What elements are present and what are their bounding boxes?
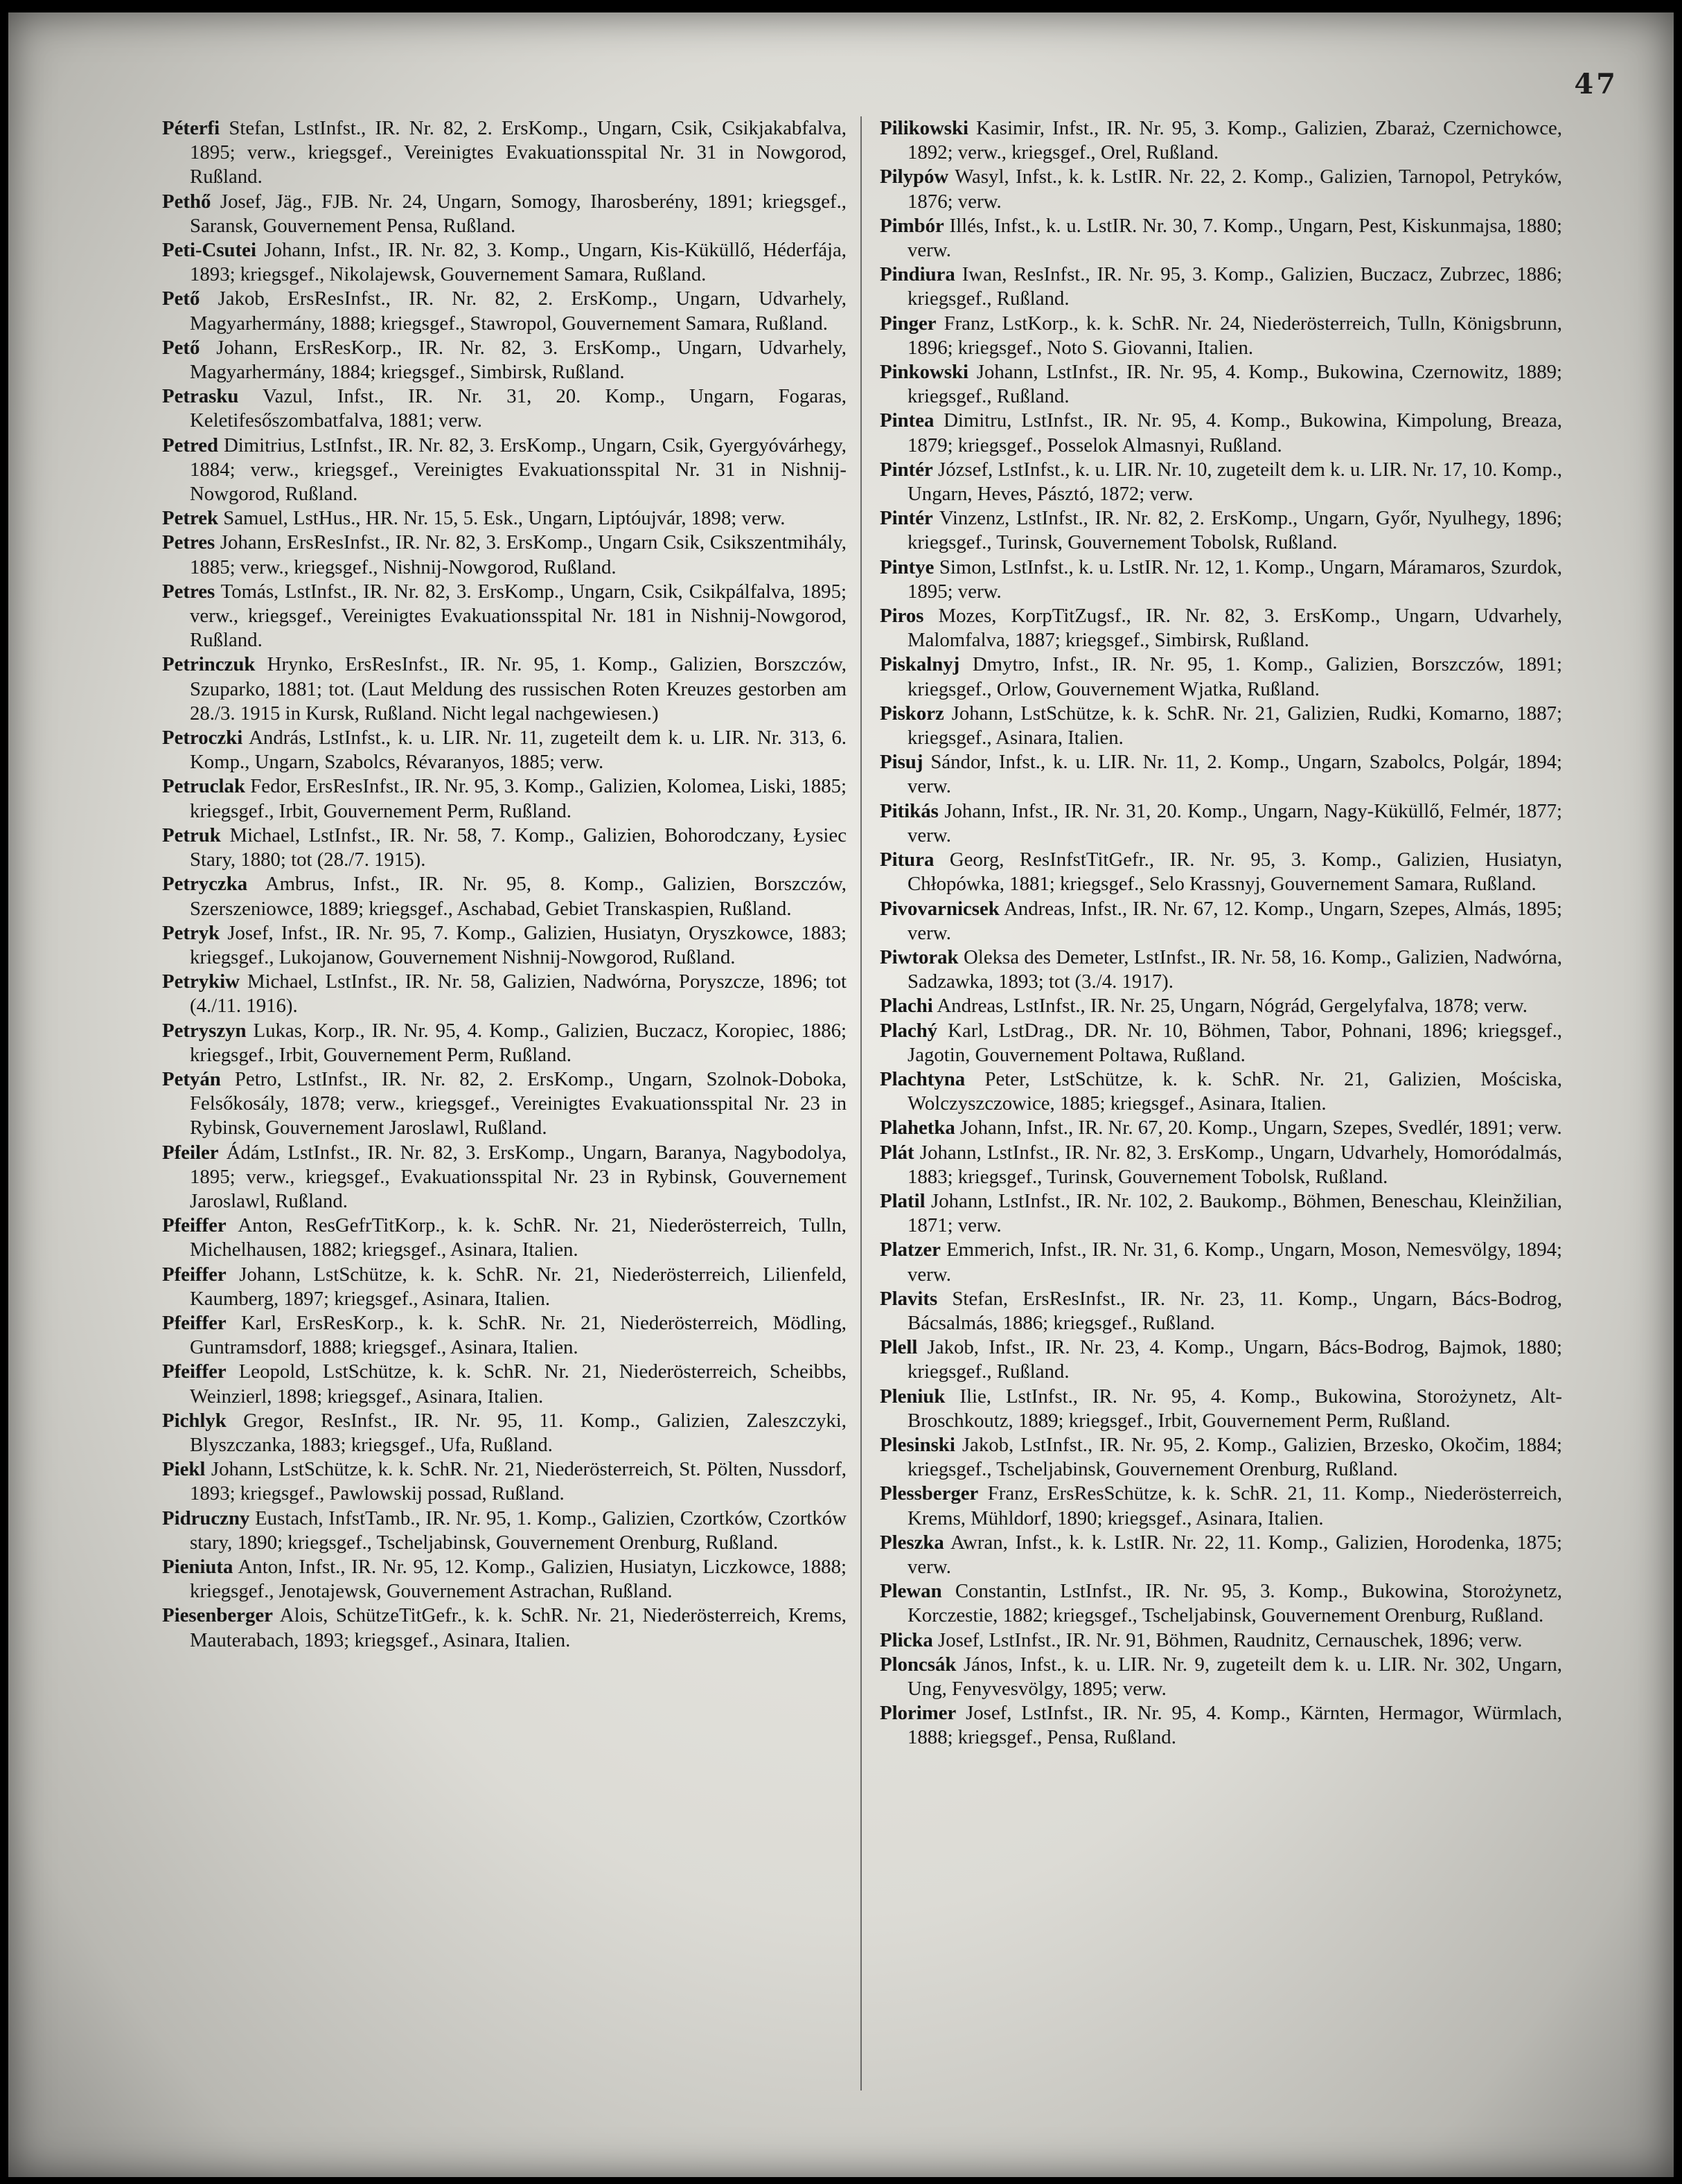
casualty-entry — [162, 1555, 847, 1604]
entry-details: Sándor, Infst., k. u. LIR. Nr. 11, 2. Komp., Ungarn, Szabolcs, Polgár, 1894; verw. — [908, 751, 1562, 798]
entry-details: Hrynko, ErsResInfst., IR. Nr. 95, 1. Komp., Galizien, Borszczów, Szuparko, 1881; tot. (Laut Meldung des russischen Roten Kreuzes gestorben am 28./3. 1915 in Kursk, Rußland. Nicht legal nachgewiesen.) — [190, 653, 847, 725]
entry-surname: Pitikás — [880, 799, 939, 822]
entry-details: Karl, ErsResKorp., k. k. SchR. Nr. 21, Niederösterreich, Mödling, Guntramsdorf, 1888; kriegsgef., Asinara, Italien. — [190, 1311, 847, 1359]
entry-details: Johann, LstSchütze, k. k. SchR. Nr. 21, Niederösterreich, Lilienfeld, Kaumberg, 1897; kriegsgef., Asinara, Italien. — [190, 1263, 847, 1310]
entry-surname: Petrykiw — [162, 970, 240, 993]
entry-surname: Piwtorak — [880, 945, 959, 968]
entry-surname: Petryczka — [162, 873, 248, 896]
casualty-entry — [880, 458, 1562, 506]
entry-surname: Pető — [162, 336, 200, 359]
casualty-entry — [162, 1507, 847, 1555]
entry-details: Johann, ErsResInfst., IR. Nr. 82, 3. ErsKomp., Ungarn Csik, Csikszentmihály, 1885; verw., kriegsgef., Nishnij-Nowgorod, Rußland. — [190, 531, 847, 578]
casualty-entry — [162, 970, 847, 1018]
entry-details: Leopold, LstSchütze, k. k. SchR. Nr. 21, Niederösterreich, Scheibbs, Weinzierl, 1898; kriegsgef., Asinara, Italien. — [190, 1360, 847, 1408]
casualty-entry — [880, 1141, 1562, 1189]
entry-details: Johann, LstSchütze, k. k. SchR. Nr. 21, Niederösterreich, St. Pölten, Nussdorf, 1893; kriegsgef., Pawlowskij possad, Rußland. — [190, 1458, 847, 1505]
entry-surname: Petrek — [162, 507, 219, 530]
entry-details: Michael, LstInfst., IR. Nr. 58, 7. Komp., Galizien, Bohorodczany, Łysiec Stary, 1880; tot (28./7. 1915). — [190, 824, 847, 871]
document-page — [8, 12, 1674, 2177]
entry-surname: Pivovarnicsek — [880, 897, 1000, 920]
casualty-entry — [880, 263, 1562, 311]
casualty-entry — [880, 1482, 1562, 1530]
entry-surname: Plell — [880, 1336, 918, 1359]
casualty-entry — [162, 774, 847, 823]
entry-surname: Pimbór — [880, 214, 944, 237]
entry-surname: Plachi — [880, 995, 933, 1018]
entry-surname: Péterfi — [162, 117, 220, 139]
entry-details: Gregor, ResInfst., IR. Nr. 95, 11. Komp., Galizien, Zaleszczyki, Blyszczanka, 1883; kriegsgef., Ufa, Rußland. — [190, 1409, 847, 1456]
entry-surname: Petrinczuk — [162, 653, 256, 676]
entry-surname: Pitura — [880, 849, 935, 871]
casualty-entry — [880, 1335, 1562, 1384]
entry-details: Ambrus, Infst., IR. Nr. 95, 8. Komp., Galizien, Borszczów, Szerszeniowce, 1889; kriegsgef., Aschabad, Gebiet Transkaspien, Rußland. — [190, 873, 847, 920]
casualty-entry — [162, 1019, 847, 1067]
entry-details: Fedor, ErsResInfst., IR. Nr. 95, 3. Komp., Galizien, Kolomea, Liski, 1885; kriegsgef., Irbit, Gouvernement Perm, Rußland. — [190, 775, 847, 822]
casualty-entry — [162, 921, 847, 970]
casualty-entry — [162, 1311, 847, 1360]
entry-surname: Pisuj — [880, 751, 923, 774]
entry-surname: Petrasku — [162, 385, 239, 408]
casualty-entry — [880, 945, 1562, 994]
entry-surname: Plorimer — [880, 1702, 957, 1725]
entry-surname: Piskalnyj — [880, 653, 960, 676]
casualty-entry — [880, 1287, 1562, 1335]
entry-surname: Pinger — [880, 312, 937, 335]
entry-details: Jakob, LstInfst., IR. Nr. 95, 2. Komp., Galizien, Brzesko, Okočim, 1884; kriegsgef., Tscheljabinsk, Gouvernement Orenburg, Rußland. — [908, 1433, 1562, 1481]
casualty-entry — [880, 556, 1562, 604]
entry-surname: Pintér — [880, 458, 933, 481]
entry-details: Stefan, LstInfst., IR. Nr. 82, 2. ErsKomp., Ungarn, Csik, Csikjakabfalva, 1895; verw., kriegsgef., Vereinigtes Evakuationsspital Nr. 31 in Nowgorod, Rußland. — [190, 117, 847, 188]
entry-details: Peter, LstSchütze, k. k. SchR. Nr. 21, Galizien, Mościska, Wolczyszczowice, 1885; kriegsgef., Asinara, Italien. — [908, 1067, 1562, 1115]
entry-surname: Plessberger — [880, 1482, 979, 1505]
entry-surname: Petyán — [162, 1067, 221, 1090]
entry-surname: Petres — [162, 531, 215, 554]
entry-details: Vinzenz, LstInfst., IR. Nr. 82, 2. ErsKomp., Ungarn, Győr, Nyulhegy, 1896; kriegsgef., Turinsk, Gouvernement Tobolsk, Rußland. — [908, 507, 1562, 554]
casualty-entry — [880, 1116, 1562, 1140]
entry-details: Stefan, ErsResInfst., IR. Nr. 23, 11. Komp., Ungarn, Bács-Bodrog, Bácsalmás, 1886; kriegsgef., Rußland. — [908, 1287, 1562, 1334]
entry-details: Awran, Infst., k. k. LstIR. Nr. 22, 11. Komp., Galizien, Horodenka, 1875; verw. — [908, 1531, 1562, 1578]
casualty-entry — [162, 580, 847, 653]
entry-surname: Plicka — [880, 1628, 933, 1651]
entry-surname: Platil — [880, 1189, 926, 1212]
right-column — [880, 116, 1562, 1750]
casualty-entry — [162, 434, 847, 507]
entry-details: Karl, LstDrag., DR. Nr. 10, Böhmen, Tabor, Pohnani, 1896; kriegsgef., Jagotin, Gouvernement Poltawa, Rußland. — [908, 1019, 1563, 1066]
casualty-entry — [880, 214, 1562, 263]
entry-details: Johann, ErsResKorp., IR. Nr. 82, 3. ErsKomp., Ungarn, Udvarhely, Magyarhermány, 1884; kriegsgef., Simbirsk, Rußland. — [190, 336, 847, 384]
entry-details: Samuel, LstHus., HR. Nr. 15, 5. Esk., Ungarn, Liptóujvár, 1898; verw. — [223, 507, 786, 530]
entry-details: Johann, Infst., IR. Nr. 82, 3. Komp., Ungarn, Kis-Küküllő, Héderfája, 1893; kriegsgef., Nikolajewsk, Gouvernement Samara, Rußland. — [190, 239, 847, 286]
entry-details: Johann, LstInfst., IR. Nr. 102, 2. Baukomp., Böhmen, Beneschau, Kleinžilian, 1871; verw. — [908, 1189, 1563, 1237]
casualty-entry — [162, 1457, 847, 1506]
entry-details: Georg, ResInfstTitGefr., IR. Nr. 95, 3. Komp., Galizien, Husiatyn, Chłopówka, 1881; kriegsgef., Selo Krassnyj, Gouvernement Samara, Rußland. — [908, 849, 1562, 896]
casualty-entry — [880, 1067, 1562, 1116]
entry-details: Franz, ErsResSchütze, k. k. SchR. 21, 11. Komp., Niederösterreich, Krems, Mühldorf, 1890; kriegsgef., Asinara, Italien. — [908, 1482, 1562, 1529]
casualty-entry — [880, 1579, 1562, 1628]
entry-details: Petro, LstInfst., IR. Nr. 82, 2. ErsKomp., Ungarn, Szolnok-Doboka, Felsőkosály, 1878; verw., kriegsgef., Vereinigtes Evakuationsspital Nr. 23 in Rybinsk, Gouvernement Jaroslawl, Rußland. — [190, 1067, 847, 1139]
entry-details: Anton, ResGefrTitKorp., k. k. SchR. Nr. 21, Niederösterreich, Tulln, Michelhausen, 1882; kriegsgef., Asinara, Italien. — [190, 1214, 847, 1261]
casualty-entry — [162, 1214, 847, 1262]
casualty-entry — [162, 872, 847, 921]
casualty-entry — [880, 409, 1562, 457]
entry-surname: Piesenberger — [162, 1604, 273, 1627]
entry-surname: Petryk — [162, 921, 220, 944]
entry-details: Michael, LstInfst., IR. Nr. 58, Galizien, Nadwórna, Poryszcze, 1896; tot (4./11. 1916). — [190, 970, 847, 1018]
entry-surname: Pinkowski — [880, 361, 969, 384]
entry-surname: Piskorz — [880, 702, 944, 725]
casualty-entry — [880, 1019, 1562, 1067]
entry-surname: Plesinski — [880, 1433, 955, 1456]
entry-surname: Peti-Csutei — [162, 239, 256, 262]
entry-surname: Plavits — [880, 1287, 938, 1310]
casualty-entry — [162, 824, 847, 872]
entry-details: Oleksa des Demeter, LstInfst., IR. Nr. 58, 16. Komp., Galizien, Nadwórna, Sadzawka, 1893; tot (3./4. 1917). — [908, 945, 1563, 993]
casualty-entry — [880, 897, 1562, 945]
entry-details: Vazul, Infst., IR. Nr. 31, 20. Komp., Ungarn, Fogaras, Keletifesőszombatfalva, 1881; verw. — [190, 385, 847, 432]
entry-surname: Pető — [162, 287, 200, 310]
casualty-entry — [880, 165, 1562, 213]
casualty-entry — [880, 1238, 1562, 1286]
entry-details: Josef, Jäg., FJB. Nr. 24, Ungarn, Somogy, Iharosberény, 1891; kriegsgef., Saransk, Gouvernement Pensa, Rußland. — [190, 190, 847, 237]
entry-surname: Pieniuta — [162, 1555, 233, 1578]
entry-surname: Ploncsák — [880, 1653, 957, 1676]
entry-surname: Platzer — [880, 1239, 941, 1261]
entry-surname: Pilypów — [880, 166, 949, 188]
entry-surname: Plachtyna — [880, 1067, 966, 1090]
casualty-entry — [880, 848, 1562, 896]
entry-surname: Pfeiler — [162, 1141, 219, 1164]
entry-surname: Plachý — [880, 1019, 938, 1042]
entry-surname: Pintye — [880, 556, 935, 578]
entry-details: Iwan, ResInfst., IR. Nr. 95, 3. Komp., Galizien, Buczacz, Zubrzec, 1886; kriegsgef., Rußland. — [908, 263, 1563, 310]
entry-surname: Pichlyk — [162, 1409, 227, 1432]
casualty-entry — [880, 1701, 1562, 1750]
casualty-entry — [162, 1263, 847, 1311]
entry-details: Andreas, Infst., IR. Nr. 67, 12. Komp., Ungarn, Szepes, Almás, 1895; verw. — [908, 897, 1562, 944]
casualty-entry — [880, 994, 1562, 1018]
casualty-entry — [880, 652, 1562, 701]
entry-details: Emmerich, Infst., IR. Nr. 31, 6. Komp., Ungarn, Moson, Nemesvölgy, 1894; verw. — [908, 1239, 1562, 1286]
entry-details: Eustach, InfstTamb., IR. Nr. 95, 1. Komp., Galizien, Czortków, Czortków stary, 1890; kriegsgef., Tscheljabinsk, Gouvernement Orenburg, Rußland. — [190, 1507, 847, 1554]
entry-details: Dmytro, Infst., IR. Nr. 95, 1. Komp., Galizien, Borszczów, 1891; kriegsgef., Orlow, Gouvernement Wjatka, Rußland. — [908, 653, 1562, 700]
casualty-entry — [162, 287, 847, 335]
entry-details: Dimitru, LstInfst., IR. Nr. 95, 4. Komp., Bukowina, Kimpolung, Breaza, 1879; kriegsgef., Posselok Almasnyi, Rußland. — [908, 409, 1562, 456]
casualty-entry — [880, 799, 1562, 848]
entry-surname: Petred — [162, 434, 219, 456]
entry-surname: Petruk — [162, 824, 221, 846]
casualty-entry — [880, 360, 1562, 409]
entry-surname: Pfeiffer — [162, 1360, 227, 1383]
casualty-entry — [162, 1409, 847, 1457]
entry-details: Josef, Infst., IR. Nr. 95, 7. Komp., Galizien, Husiatyn, Oryszkowce, 1883; kriegsgef., Lukojanow, Gouvernement Nishnij-Nowgorod, Rußland. — [190, 921, 847, 968]
entry-surname: Pindiura — [880, 263, 955, 286]
entry-details: Johann, LstSchütze, k. k. SchR. Nr. 21, Galizien, Rudki, Komarno, 1887; kriegsgef., Asinara, Italien. — [908, 702, 1562, 749]
entry-surname: Pintér — [880, 507, 933, 530]
entry-details: Josef, LstInfst., IR. Nr. 91, Böhmen, Raudnitz, Cernauschek, 1896; verw. — [938, 1628, 1523, 1651]
entry-surname: Petroczki — [162, 727, 243, 749]
casualty-entry — [880, 1189, 1562, 1238]
casualty-entry — [162, 1141, 847, 1214]
entry-details: Johann, LstInfst., IR. Nr. 95, 4. Komp., Bukowina, Czernowitz, 1889; kriegsgef., Rußland. — [908, 361, 1563, 408]
entry-details: Jakob, Infst., IR. Nr. 23, 4. Komp., Ungarn, Bács-Bodrog, Bajmok, 1880; kriegsgef., Rußland. — [908, 1336, 1562, 1383]
entry-surname: Piros — [880, 605, 924, 628]
entry-details: Johann, Infst., IR. Nr. 67, 20. Komp., Ungarn, Szepes, Svedlér, 1891; verw. — [960, 1117, 1562, 1139]
entry-details: András, LstInfst., k. u. LIR. Nr. 11, zugeteilt dem k. u. LIR. Nr. 313, 6. Komp., Ungarn, Szabolcs, Révaranyos, 1885; verw. — [190, 727, 847, 774]
casualty-entry — [162, 190, 847, 238]
entry-surname: Plahetka — [880, 1117, 955, 1139]
entry-surname: Plewan — [880, 1580, 942, 1603]
entry-surname: Pethő — [162, 190, 211, 213]
casualty-entry — [162, 726, 847, 774]
entry-details: Andreas, LstInfst., IR. Nr. 25, Ungarn, Nógrád, Gergelyfalva, 1878; verw. — [937, 995, 1528, 1018]
entry-surname: Pfeiffer — [162, 1311, 227, 1334]
casualty-entry — [162, 384, 847, 433]
entry-surname: Pidruczny — [162, 1507, 250, 1529]
casualty-entry — [162, 531, 847, 579]
entry-details: Johann, LstInfst., IR. Nr. 82, 3. ErsKomp., Ungarn, Udvarhely, Homoródalmás, 1883; kriegsgef., Turinsk, Gouvernement Tobolsk, Rußland. — [908, 1141, 1562, 1188]
entry-surname: Pilikowski — [880, 117, 969, 139]
casualty-entry — [162, 238, 847, 287]
page-number: 47 — [1574, 68, 1618, 100]
entry-surname: Piekl — [162, 1458, 206, 1481]
entry-details: József, LstInfst., k. u. LIR. Nr. 10, zugeteilt dem k. u. LIR. Nr. 17, 10. Komp., Ungarn, Heves, Pásztó, 1872; verw. — [908, 458, 1562, 506]
casualty-entry — [162, 652, 847, 726]
entry-details: János, Infst., k. u. LIR. Nr. 9, zugeteilt dem k. u. LIR. Nr. 302, Ungarn, Ung, Fenyvesvölgy, 1895; verw. — [908, 1653, 1563, 1700]
casualty-entry — [880, 750, 1562, 799]
entry-details: Alois, SchützeTitGefr., k. k. SchR. Nr. 21, Niederösterreich, Krems, Mauterabach, 1893; kriegsgef., Asinara, Italien. — [190, 1604, 847, 1651]
entry-details: Mozes, KorpTitZugsf., IR. Nr. 82, 3. ErsKomp., Ungarn, Udvarhely, Malomfalva, 1887; kriegsgef., Simbirsk, Rußland. — [908, 605, 1562, 652]
entry-details: Wasyl, Infst., k. k. LstIR. Nr. 22, 2. Komp., Galizien, Tarnopol, Petryków, 1876; verw. — [908, 166, 1562, 213]
entry-details: Lukas, Korp., IR. Nr. 95, 4. Komp., Galizien, Buczacz, Koropiec, 1886; kriegsgef., Irbit, Gouvernement Perm, Rußland. — [190, 1019, 847, 1066]
casualty-entry — [880, 1385, 1562, 1433]
entry-details: Kasimir, Infst., IR. Nr. 95, 3. Komp., Galizien, Zbaraż, Czernichowce, 1892; verw., kriegsgef., Orel, Rußland. — [908, 117, 1562, 164]
entry-surname: Pleniuk — [880, 1385, 946, 1408]
entry-surname: Petryszyn — [162, 1019, 247, 1042]
casualty-entry — [880, 116, 1562, 165]
entry-surname: Petruclak — [162, 775, 245, 798]
casualty-entry — [880, 604, 1562, 652]
casualty-entry — [162, 336, 847, 384]
casualty-entry — [880, 702, 1562, 750]
entry-details: Dimitrius, LstInfst., IR. Nr. 82, 3. ErsKomp., Ungarn, Csik, Gyergyóvárhegy, 1884; verw., kriegsgef., Vereinigtes Evakuationsspital Nr. 31 in Nishnij-Nowgorod, Rußland. — [190, 434, 847, 506]
entry-details: Johann, Infst., IR. Nr. 31, 20. Komp., Ungarn, Nagy-Küküllő, Felmér, 1877; verw. — [908, 799, 1563, 846]
casualty-entry — [880, 1653, 1562, 1701]
casualty-entry — [162, 116, 847, 190]
column-divider — [860, 116, 862, 2090]
casualty-entry — [162, 1604, 847, 1652]
entry-details: Anton, Infst., IR. Nr. 95, 12. Komp., Galizien, Husiatyn, Liczkowce, 1888; kriegsgef., Jenotajewsk, Gouvernement Astrachan, Rußland. — [190, 1555, 847, 1603]
entry-surname: Plát — [880, 1141, 914, 1164]
entry-details: Ilie, LstInfst., IR. Nr. 95, 4. Komp., Bukowina, Storożynetz, Alt-Broschkoutz, 1889; kriegsgef., Irbit, Gouvernement Perm, Rußland. — [908, 1385, 1562, 1432]
entry-surname: Pfeiffer — [162, 1214, 227, 1237]
entry-details: Constantin, LstInfst., IR. Nr. 95, 3. Komp., Bukowina, Storożynetz, Korczestie, 1882; kriegsgef., Tscheljabinsk, Gouvernement Orenburg, Rußland. — [908, 1580, 1562, 1627]
casualty-entry — [162, 506, 847, 531]
casualty-entry — [880, 1433, 1562, 1482]
casualty-entry — [162, 1360, 847, 1408]
entry-details: Josef, LstInfst., IR. Nr. 95, 4. Komp., Kärnten, Hermagor, Würmlach, 1888; kriegsgef., Pensa, Rußland. — [908, 1702, 1562, 1749]
entry-details: Jakob, ErsResInfst., IR. Nr. 82, 2. ErsKomp., Ungarn, Udvarhely, Magyarhermány, 1888; kriegsgef., Stawropol, Gouvernement Samara, Rußland. — [190, 287, 847, 335]
entry-surname: Pintea — [880, 409, 935, 432]
entry-details: Franz, LstKorp., k. k. SchR. Nr. 24, Niederösterreich, Tulln, Königsbrunn, 1896; kriegsgef., Noto S. Giovanni, Italien. — [908, 312, 1562, 359]
entry-details: Illés, Infst., k. u. LstIR. Nr. 30, 7. Komp., Ungarn, Pest, Kiskunmajsa, 1880; verw. — [908, 214, 1563, 262]
entry-details: Simon, LstInfst., k. u. LstIR. Nr. 12, 1. Komp., Ungarn, Máramaros, Szurdok, 1895; verw. — [908, 556, 1562, 603]
entry-surname: Petres — [162, 580, 215, 603]
casualty-entry — [880, 506, 1562, 555]
casualty-entry — [162, 1067, 847, 1141]
entry-details: Tomás, LstInfst., IR. Nr. 82, 3. ErsKomp., Ungarn, Csik, Csikpálfalva, 1895; verw., kriegsgef., Vereinigtes Evakuationsspital Nr. 181 in Nishnij-Nowgorod, Rußland. — [190, 580, 847, 652]
entry-surname: Pleszka — [880, 1531, 944, 1554]
entry-details: Ádám, LstInfst., IR. Nr. 82, 3. ErsKomp., Ungarn, Baranya, Nagybodolya, 1895; verw., kriegsgef., Evakuationsspital Nr. 23 in Rybinsk, Gouvernement Jaroslawl, Rußland. — [190, 1141, 847, 1212]
casualty-entry — [880, 1628, 1562, 1653]
casualty-entry — [880, 312, 1562, 360]
entry-surname: Pfeiffer — [162, 1263, 227, 1286]
casualty-entry — [880, 1531, 1562, 1579]
left-column — [162, 116, 847, 1653]
